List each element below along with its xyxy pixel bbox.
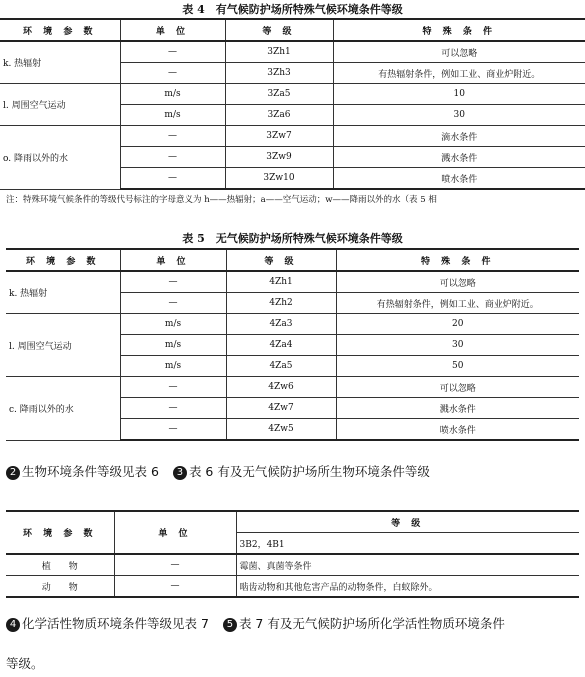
table-row [6, 377, 579, 398]
table5-header-row [6, 249, 579, 271]
grade-cell: 3Zw9 [225, 147, 333, 168]
condition-cell: 20 [336, 314, 579, 335]
table-row [6, 576, 579, 598]
item-number-badge: 4 [6, 618, 20, 632]
grade-cell: 3Zh1 [225, 41, 333, 63]
condition-cell: 可以忽略 [336, 271, 579, 293]
grade-cell: 4Zh1 [226, 271, 336, 293]
table-header-cell: 环 境 参 数 [0, 19, 120, 41]
param-cell: l. 周围空气运动 [6, 314, 120, 377]
item-number-badge: 2 [6, 466, 20, 480]
table-row [0, 126, 585, 147]
table4-caption: 表 4 有气候防护场所特殊气候环境条件等级 [182, 3, 403, 16]
grade-cell: 4Zh2 [226, 293, 336, 314]
table-header-cell: 单 位 [114, 511, 236, 554]
param-cell: c. 降雨以外的水 [6, 377, 120, 441]
condition-cell: 30 [336, 335, 579, 356]
unit-cell: — [120, 168, 225, 190]
grade-cell: 3Zw7 [225, 126, 333, 147]
table-header-cell: 环 境 参 数 [6, 249, 120, 271]
table-cell: 动 物 [6, 576, 114, 598]
grade-cell: 4Zw6 [226, 377, 336, 398]
table-row [0, 41, 585, 63]
paragraph-chemical [6, 614, 505, 632]
table-cell: 3B2，4B1 [236, 533, 579, 555]
table-row [6, 271, 579, 293]
unit-cell: — [120, 63, 225, 84]
table-cell: 植 物 [6, 554, 114, 576]
grade-cell: 3Za5 [225, 84, 333, 105]
table5-caption: 表 5 无气候防护场所特殊气候环境条件等级 [182, 232, 403, 245]
condition-cell: 滴水条件 [333, 126, 585, 147]
item-number-badge: 3 [173, 466, 187, 480]
grade-cell: 4Za5 [226, 356, 336, 377]
paragraph-biological [6, 462, 430, 480]
condition-cell: 溅水条件 [336, 398, 579, 419]
table5 [6, 248, 579, 441]
table-header-cell: 等 级 [225, 19, 333, 41]
table-cell: — [114, 576, 236, 598]
unit-cell: — [120, 293, 226, 314]
table-row [0, 84, 585, 105]
grade-cell: 4Za4 [226, 335, 336, 356]
condition-cell: 有热辐射条件，例如工业、商业炉附近。 [333, 63, 585, 84]
condition-cell: 溅水条件 [333, 147, 585, 168]
condition-cell: 10 [333, 84, 585, 105]
table-row [6, 314, 579, 335]
unit-cell: m/s [120, 356, 226, 377]
table6-header-row [6, 511, 579, 533]
table-header-cell: 单 位 [120, 249, 226, 271]
condition-cell: 有热辐射条件，例如工业、商业炉附近。 [336, 293, 579, 314]
table6 [6, 510, 579, 598]
table4-header-row [0, 19, 585, 41]
paragraph-text: 表 6 有及无气候防护场所生物环境条件等级 [188, 464, 430, 479]
unit-cell: — [120, 147, 225, 168]
grade-cell: 4Za3 [226, 314, 336, 335]
unit-cell: — [120, 271, 226, 293]
unit-cell: — [120, 419, 226, 441]
paragraph-continuation: 等级。 [6, 656, 44, 671]
paragraph-text: 生物环境条件等级见表 6 [22, 464, 159, 479]
unit-cell: m/s [120, 314, 226, 335]
grade-cell: 4Zw5 [226, 419, 336, 441]
table-cell: 霉菌、真菌等条件 [236, 554, 579, 576]
table4 [0, 18, 585, 190]
condition-cell: 可以忽略 [333, 41, 585, 63]
item-number-badge: 5 [223, 618, 237, 632]
condition-cell: 喷水条件 [336, 419, 579, 441]
unit-cell: — [120, 126, 225, 147]
table-cell: 啮齿动物和其他危害产品的动物条件，白蚁除外。 [236, 576, 579, 598]
unit-cell: — [120, 398, 226, 419]
param-cell: l. 周围空气运动 [0, 84, 120, 126]
condition-cell: 30 [333, 105, 585, 126]
unit-cell: m/s [120, 335, 226, 356]
table-header-cell: 等 级 [236, 511, 579, 533]
table-header-cell: 特 殊 条 件 [336, 249, 579, 271]
table-header-cell: 等 级 [226, 249, 336, 271]
table-header-cell: 特 殊 条 件 [333, 19, 585, 41]
condition-cell: 可以忽略 [336, 377, 579, 398]
param-cell: k. 热辐射 [0, 41, 120, 84]
paragraph-text: 表 7 有及无气候防护场所化学活性物质环境条件 [238, 616, 505, 631]
table-header-cell: 环 境 参 数 [6, 511, 114, 554]
grade-cell: 4Zw7 [226, 398, 336, 419]
unit-cell: m/s [120, 105, 225, 126]
table-cell: — [114, 554, 236, 576]
table4-note: 注：特殊环境气候条件的等级代号标注的字母意义为 h——热辐射；a——空气运动；w——降雨以外的水（表 5 相 [6, 195, 437, 205]
unit-cell: — [120, 41, 225, 63]
param-cell: o. 降雨以外的水 [0, 126, 120, 190]
grade-cell: 3Zh3 [225, 63, 333, 84]
paragraph-text: 化学活性物质环境条件等级见表 7 [22, 616, 209, 631]
table-header-cell: 单 位 [120, 19, 225, 41]
unit-cell: m/s [120, 84, 225, 105]
unit-cell: — [120, 377, 226, 398]
condition-cell: 50 [336, 356, 579, 377]
param-cell: k. 热辐射 [6, 271, 120, 314]
condition-cell: 喷水条件 [333, 168, 585, 190]
table-row [6, 554, 579, 576]
grade-cell: 3Zw10 [225, 168, 333, 190]
grade-cell: 3Za6 [225, 105, 333, 126]
